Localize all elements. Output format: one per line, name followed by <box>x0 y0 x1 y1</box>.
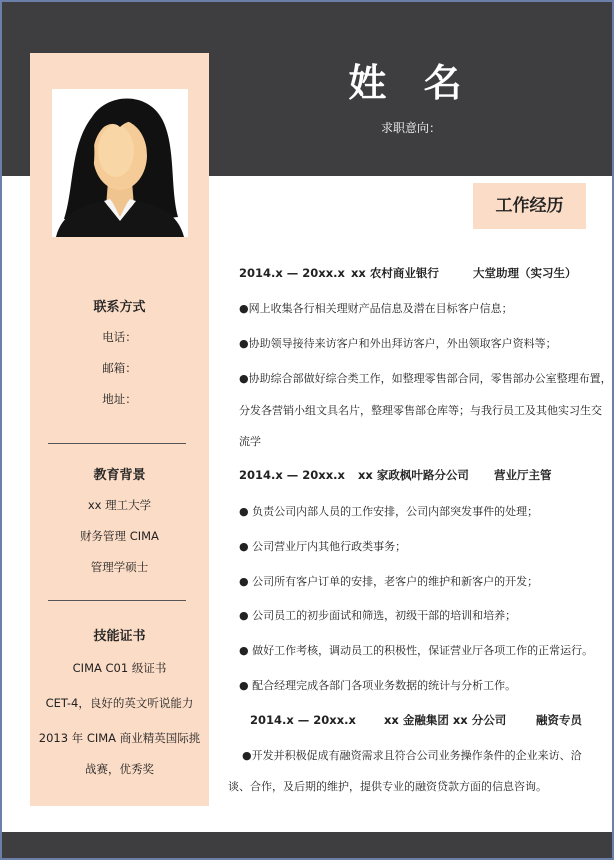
job-objective: 求职意向： <box>380 121 441 135</box>
education-title: 教育背景 <box>93 468 146 483</box>
job-period: 2014.x — 20xx.x <box>250 713 356 727</box>
job-bullet: ● 公司员工的初步面试和筛选，初级干部的培训和培养； <box>239 609 517 622</box>
sidebar-divider <box>48 600 186 601</box>
job-bullet: ●协助综合部做好综合类工作，如整理零售部合同，零售部办公室整理布置， <box>239 372 612 385</box>
job-company: xx 家政枫叶路分公司 <box>358 468 469 482</box>
contact-title: 联系方式 <box>93 300 146 315</box>
job-role: 大堂助理（实习生） <box>473 266 577 280</box>
job-bullet: ●开发并积极促成有融资需求且符合公司业务操作条件的企业来访、洽 <box>242 749 582 762</box>
job-bullet: 分发各营销小组文具名片，整理零售部仓库等；与我行员工及其他实习生交 <box>239 404 602 417</box>
sidebar-divider <box>48 443 186 444</box>
job-period: 2014.x — 20xx.x <box>239 266 345 280</box>
job-bullet: 流学 <box>239 435 261 448</box>
job-company: xx 农村商业银行 <box>351 266 439 280</box>
contact-email: 邮箱： <box>102 361 137 375</box>
education-major: 财务管理 CIMA <box>80 529 159 543</box>
cert-item: 战赛，优秀奖 <box>85 762 154 776</box>
job-bullet: ● 公司所有客户订单的安排，老客户的维护和新客户的开发； <box>239 575 539 588</box>
job-role: 融资专员 <box>536 713 583 727</box>
job-bullet: 谈、合作，及后期的维护，提供专业的融资贷款方面的信息咨询。 <box>228 780 547 793</box>
cert-item: 2013 年 CIMA 商业精英国际挑 <box>38 731 201 745</box>
job-bullet: ● 负责公司内部人员的工作安排，公司内部突发事件的处理； <box>239 505 539 518</box>
sidebar <box>30 53 209 806</box>
footer-band <box>2 832 612 858</box>
avatar-illustration <box>52 89 188 237</box>
job-header <box>250 712 582 728</box>
work-section-title: 工作经历 <box>473 183 586 229</box>
job-bullet: ● 公司营业厅内其他行政类事务； <box>239 540 407 553</box>
job-bullet: ● 做好工作考核，调动员工的积极性，保证营业厅各项工作的正常运行。 <box>239 644 594 657</box>
contact-address: 地址： <box>102 392 137 406</box>
avatar <box>52 89 188 237</box>
certs-title: 技能证书 <box>93 629 146 644</box>
education-degree: 管理学硕士 <box>90 560 149 574</box>
candidate-name: 姓 名 <box>348 61 474 105</box>
education-school: xx 理工大学 <box>87 498 152 512</box>
job-company: xx 金融集团 xx 分公司 <box>384 713 507 727</box>
cert-item: CET-4，良好的英文听说能力 <box>45 696 194 710</box>
job-bullet: ● 配合经理完成各部门各项业务数据的统计与分析工作。 <box>239 679 517 692</box>
cert-item: CIMA C01 级证书 <box>72 661 167 675</box>
job-bullet: ●网上收集各行相关理财产品信息及潜在目标客户信息； <box>239 302 513 315</box>
job-header <box>239 467 552 483</box>
job-period: 2014.x — 20xx.x <box>239 468 345 482</box>
job-header <box>239 265 577 281</box>
job-bullet: ●协助领导接待来访客户和外出拜访客户，外出领取客户资料等； <box>239 337 557 350</box>
contact-phone: 电话： <box>102 330 137 344</box>
job-role: 营业厅主管 <box>494 468 552 482</box>
